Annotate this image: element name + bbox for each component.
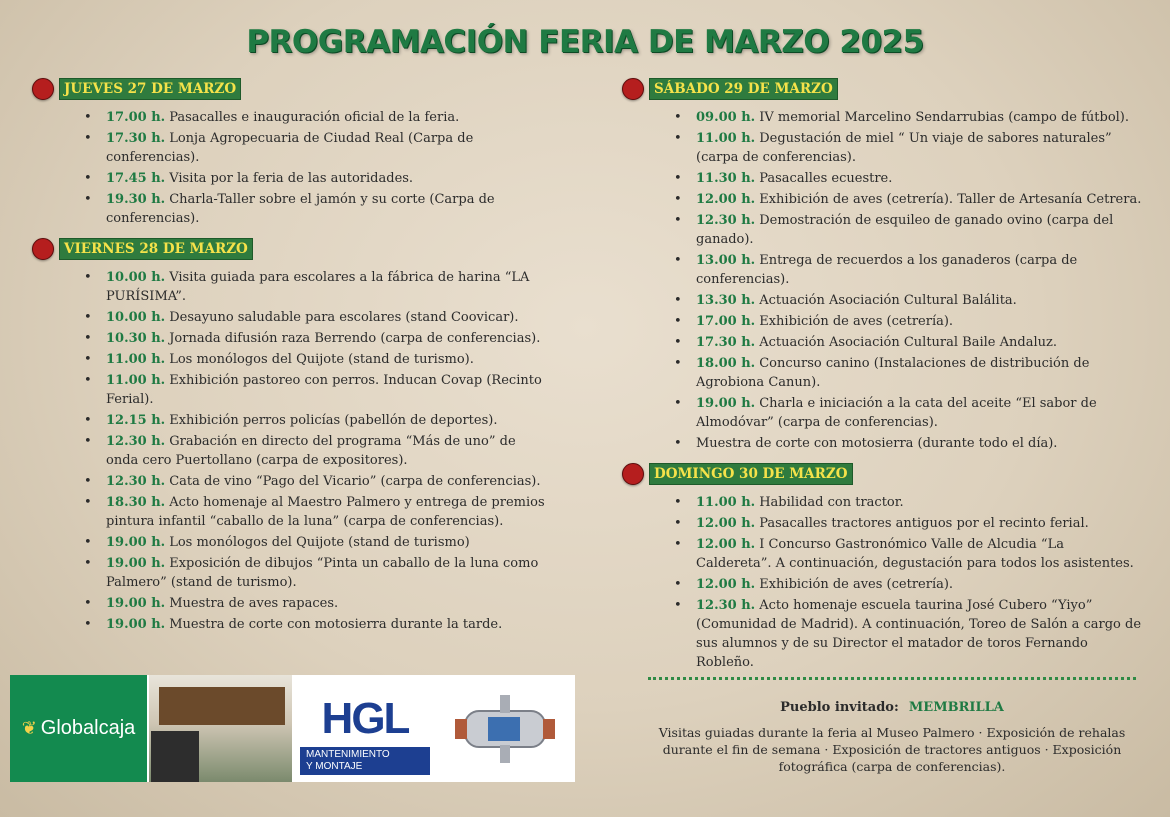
event-item [696, 190, 1142, 209]
event-text: Charla-Taller sobre el jamón y su corte (Carpa de conferencias). [106, 192, 495, 226]
event-item [696, 434, 1142, 453]
event-text: Entrega de recuerdos a los ganaderos (carpa de conferencias). [696, 253, 1078, 287]
event-item [106, 493, 552, 531]
event-item [696, 493, 1142, 512]
day-block [32, 238, 552, 634]
day-header [622, 78, 1142, 100]
event-item [696, 291, 1142, 310]
event-time: 11.00 h. [106, 352, 166, 367]
event-time: 19.00 h. [106, 617, 166, 632]
event-time: 13.00 h. [696, 253, 756, 268]
event-item [106, 594, 552, 613]
event-item [106, 350, 552, 369]
event-text: Grabación en directo del programa “Más de uno” de onda cero Puertollano (carpa de expositores). [106, 434, 516, 468]
event-item [106, 615, 552, 634]
day-label: SÁBADO 29 DE MARZO [649, 78, 838, 100]
event-text: Exhibición perros policías (pabellón de deportes). [169, 413, 498, 428]
event-text: Exhibición pastoreo con perros. Inducan Covap (Recinto Ferial). [106, 373, 542, 407]
event-text: Pasacalles ecuestre. [759, 171, 893, 186]
visits-text: Visitas guiadas durante la feria al Museo Palmero · Exposición de rehalas durante el fin de semana · Exposición de tractores antiguos · Exposición fotográfica (carpa de conferencias). [658, 725, 1126, 774]
dotted-divider [648, 677, 1136, 680]
sponsor-strip [10, 675, 575, 782]
event-list [32, 268, 552, 634]
event-text: Exhibición de aves (cetrería). [759, 577, 954, 592]
event-list [622, 493, 1142, 672]
event-text: Pasacalles e inauguración oficial de la feria. [169, 110, 460, 125]
event-text: Muestra de corte con motosierra durante la tarde. [169, 617, 503, 632]
event-item [106, 108, 552, 127]
event-text: Demostración de esquileo de ganado ovino (carpa del ganado). [696, 213, 1114, 247]
red-dot-icon [32, 238, 54, 260]
event-time: 12.30 h. [696, 598, 756, 613]
right-column [622, 78, 1142, 682]
left-column [32, 78, 552, 644]
event-item [106, 533, 552, 552]
event-item [696, 129, 1142, 167]
day-header [622, 463, 1142, 485]
event-list [32, 108, 552, 228]
event-time: 12.30 h. [106, 474, 166, 489]
event-item [106, 308, 552, 327]
event-time: 12.00 h. [696, 577, 756, 592]
event-time: 10.30 h. [106, 331, 166, 346]
event-time: 17.45 h. [106, 171, 166, 186]
shop-sign [159, 687, 285, 725]
event-text: Cata de vino “Pago del Vicario” (carpa de conferencias). [169, 474, 541, 489]
day-block [622, 78, 1142, 453]
red-dot-icon [32, 78, 54, 100]
event-time: 12.30 h. [106, 434, 166, 449]
day-label: VIERNES 28 DE MARZO [59, 238, 253, 260]
event-text: Actuación Asociación Cultural Balálita. [759, 293, 1017, 308]
event-item [696, 211, 1142, 249]
event-text: IV memorial Marcelino Sendarrubias (campo de fútbol). [759, 110, 1130, 125]
tank-illustration [450, 689, 560, 769]
hgl-text: HGL [321, 694, 409, 743]
event-text: Exhibición de aves (cetrería). Taller de Artesanía Cetrera. [759, 192, 1142, 207]
event-time: 17.00 h. [696, 314, 756, 329]
invited-town [648, 700, 1136, 715]
event-text: Exposición de dibujos “Pinta un caballo de la luna como Palmero” (stand de turismo). [106, 556, 539, 590]
event-time: 17.00 h. [106, 110, 166, 125]
event-time: 19.00 h. [106, 556, 166, 571]
wheat-icon: ❦ [21, 718, 37, 738]
event-text: Habilidad con tractor. [759, 495, 904, 510]
event-text: Muestra de aves rapaces. [169, 596, 339, 611]
event-text: Actuación Asociación Cultural Baile Andaluz. [759, 335, 1057, 350]
event-time: 17.30 h. [106, 131, 166, 146]
event-time: 18.00 h. [696, 356, 756, 371]
event-text: Degustación de miel “ Un viaje de sabores naturales” (carpa de conferencias). [696, 131, 1112, 165]
event-item [106, 329, 552, 348]
event-time: 11.30 h. [696, 171, 756, 186]
day-label: JUEVES 27 DE MARZO [59, 78, 241, 100]
invited-label: Pueblo invitado: [780, 700, 899, 715]
event-text: Los monólogos del Quijote (stand de turismo). [169, 352, 474, 367]
event-text: Exhibición de aves (cetrería). [759, 314, 954, 329]
event-time: 11.00 h. [106, 373, 166, 388]
event-list [622, 108, 1142, 453]
hgl-subtitle [300, 747, 430, 775]
event-item [106, 268, 552, 306]
event-text: Desayuno saludable para escolares (stand Coovicar). [169, 310, 519, 325]
event-time: 12.00 h. [696, 537, 756, 552]
event-time: 19.00 h. [106, 535, 166, 550]
day-block [32, 78, 552, 228]
event-time: 10.00 h. [106, 310, 166, 325]
event-time: 12.15 h. [106, 413, 166, 428]
shop-photo [149, 675, 292, 782]
event-item [696, 312, 1142, 331]
event-text: Lonja Agropecuaria de Ciudad Real (Carpa de conferencias). [106, 131, 474, 165]
hgl-logo [300, 691, 430, 771]
day-block [622, 463, 1142, 672]
page-title: PROGRAMACIÓN FERIA DE MARZO 2025 [246, 24, 924, 60]
red-dot-icon [622, 463, 644, 485]
event-text: Visita guiada para escolares a la fábrica de harina “LA PURÍSIMA”. [106, 270, 530, 304]
event-text: Concurso canino (Instalaciones de distribución de Agrobiona Canun). [696, 356, 1090, 390]
event-time: 19.30 h. [106, 192, 166, 207]
day-header [32, 78, 552, 100]
event-text: Visita por la feria de las autoridades. [169, 171, 414, 186]
event-item [696, 535, 1142, 573]
event-item [696, 333, 1142, 352]
event-time: 12.00 h. [696, 516, 756, 531]
event-time: 09.00 h. [696, 110, 756, 125]
event-item [696, 251, 1142, 289]
globalcaja-text: Globalcaja [40, 717, 136, 739]
event-item [696, 514, 1142, 533]
event-time: 19.00 h. [106, 596, 166, 611]
hgl-subtitle-line1: MANTENIMIENTO [306, 749, 390, 760]
event-item [696, 108, 1142, 127]
event-text: Muestra de corte con motosierra (durante todo el día). [696, 436, 1058, 451]
event-text: Jornada difusión raza Berrendo (carpa de conferencias). [169, 331, 541, 346]
event-text: Pasacalles tractores antiguos por el recinto ferial. [759, 516, 1089, 531]
event-item [106, 432, 552, 470]
event-text: Los monólogos del Quijote (stand de turismo) [169, 535, 470, 550]
event-time: 13.30 h. [696, 293, 756, 308]
event-time: 12.00 h. [696, 192, 756, 207]
event-item [696, 394, 1142, 432]
event-time: 12.30 h. [696, 213, 756, 228]
event-item [106, 554, 552, 592]
event-time: 11.00 h. [696, 131, 756, 146]
event-text: I Concurso Gastronómico Valle de Alcudia “La Caldereta”. A continuación, degustación para todos los asistentes. [696, 537, 1134, 571]
event-item [696, 169, 1142, 188]
event-item [106, 411, 552, 430]
event-text: Acto homenaje al Maestro Palmero y entrega de premios pintura infantil “caballo de la luna” (carpa de conferencias). [106, 495, 545, 529]
hgl-subtitle-line2: Y MONTAJE [306, 761, 363, 772]
event-time: 18.30 h. [106, 495, 166, 510]
event-item [696, 354, 1142, 392]
invited-value: MEMBRILLA [908, 700, 1004, 715]
day-header [32, 238, 552, 260]
shop-door [151, 731, 199, 782]
event-item [106, 371, 552, 409]
day-label: DOMINGO 30 DE MARZO [649, 463, 853, 485]
red-dot-icon [622, 78, 644, 100]
event-time: 11.00 h. [696, 495, 756, 510]
event-text: Charla e iniciación a la cata del aceite “El sabor de Almodóvar” (carpa de conferencias). [696, 396, 1097, 430]
event-item [106, 129, 552, 167]
globalcaja-logo [10, 675, 147, 782]
event-text: Acto homenaje escuela taurina José Cubero “Yiyo” (Comunidad de Madrid). A continuación, Toreo de Salón a cargo de sus alumnos y de su Director el matador de toros Fernando Robleño. [696, 598, 1142, 670]
event-time: 10.00 h. [106, 270, 166, 285]
event-item [106, 190, 552, 228]
event-item [106, 169, 552, 188]
event-time: 17.30 h. [696, 335, 756, 350]
event-item [106, 472, 552, 491]
event-item [696, 575, 1142, 594]
event-time: 19.00 h. [696, 396, 756, 411]
event-item [696, 596, 1142, 672]
